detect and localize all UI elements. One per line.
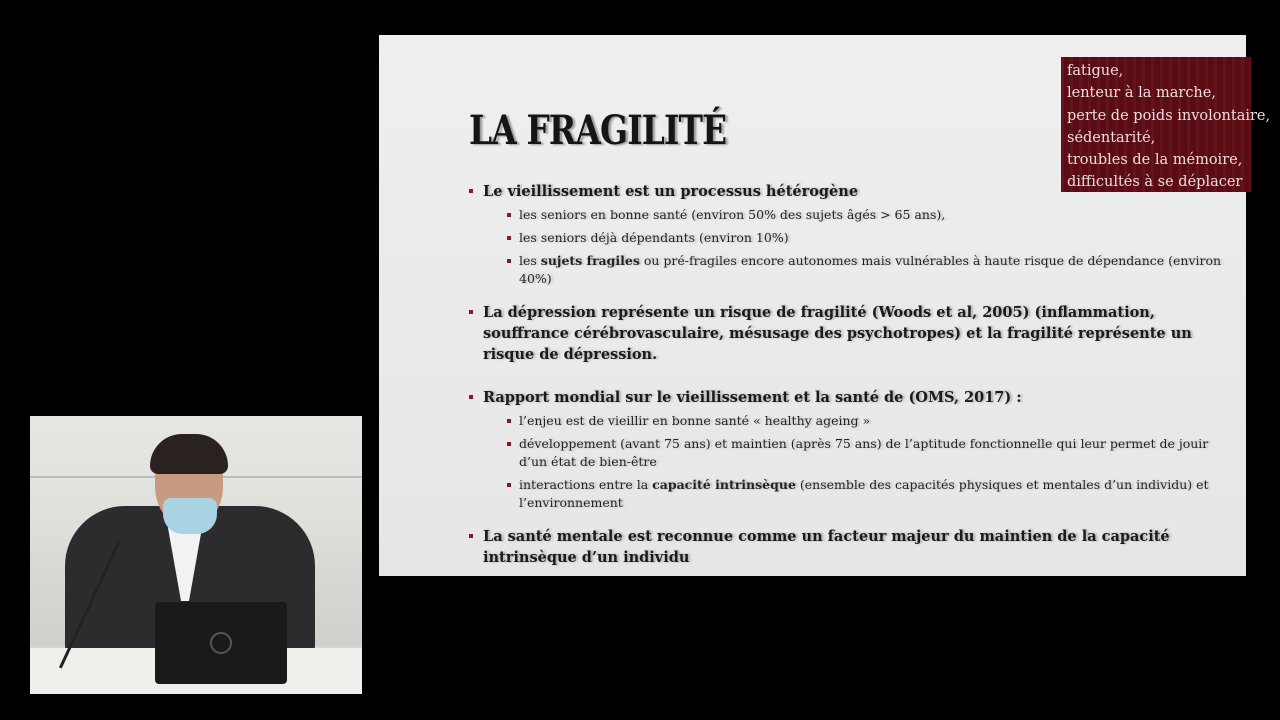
bullet-text: Rapport mondial sur le vieillissement et la santé de (OMS, 2017) : <box>483 389 1022 406</box>
frailty-criteria-box <box>1061 57 1271 192</box>
criteria-item: troubles de la mémoire, <box>1067 152 1243 169</box>
sub-bullet: les seniors en bonne santé (environ 50% des sujets âgés > 65 ans), <box>483 206 1239 224</box>
presentation-slide <box>379 35 1271 576</box>
bullet <box>469 526 1239 568</box>
sub-bullet: développement (avant 75 ans) et maintien (après 75 ans) de l’aptitude fonctionnelle qui leur permet de jouir d’un état de bien-être <box>483 435 1239 471</box>
slide-title: LA FRAGILITÉ <box>469 107 727 154</box>
laptop <box>155 602 287 684</box>
bullet <box>469 181 1239 288</box>
criteria-item: lenteur à la marche, <box>1067 85 1216 102</box>
sub-bullet: les sujets fragiles ou pré-fragiles encore autonomes mais vulnérables à haute risque de dépendance (environ 40%) <box>483 252 1239 288</box>
criteria-item: difficultés à se déplacer <box>1067 174 1243 191</box>
speaker-video <box>30 416 362 694</box>
face-mask <box>163 498 217 534</box>
criteria-item: perte de poids involontaire, <box>1067 107 1271 124</box>
criteria-item: fatigue, <box>1067 63 1124 79</box>
laptop-logo-icon <box>210 632 232 654</box>
slide-content <box>469 181 1239 577</box>
criteria-item: sédentarité, <box>1067 129 1156 146</box>
bullet-text: La dépression représente un risque de fragilité (Woods et al, 2005) (inflammation, souffrance cérébrovasculaire, mésusage des psychotropes) et la fragilité représente un risque de dépression. <box>483 304 1192 363</box>
bullet-text: La santé mentale est reconnue comme un facteur majeur du maintien de la capacité intrinsèque d’un individu <box>483 528 1170 566</box>
bullet <box>469 387 1239 512</box>
sub-bullet: l’enjeu est de vieillir en bonne santé « healthy ageing » <box>483 412 1239 430</box>
sub-bullet: interactions entre la capacité intrinsèque (ensemble des capacités physiques et mentales d’un individu) et l’environnement <box>483 476 1239 512</box>
bullet <box>469 302 1239 365</box>
bullet-text: Le vieillissement est un processus hétérogène <box>483 183 859 200</box>
sub-bullet: les seniors déjà dépendants (environ 10%) <box>483 229 1239 247</box>
